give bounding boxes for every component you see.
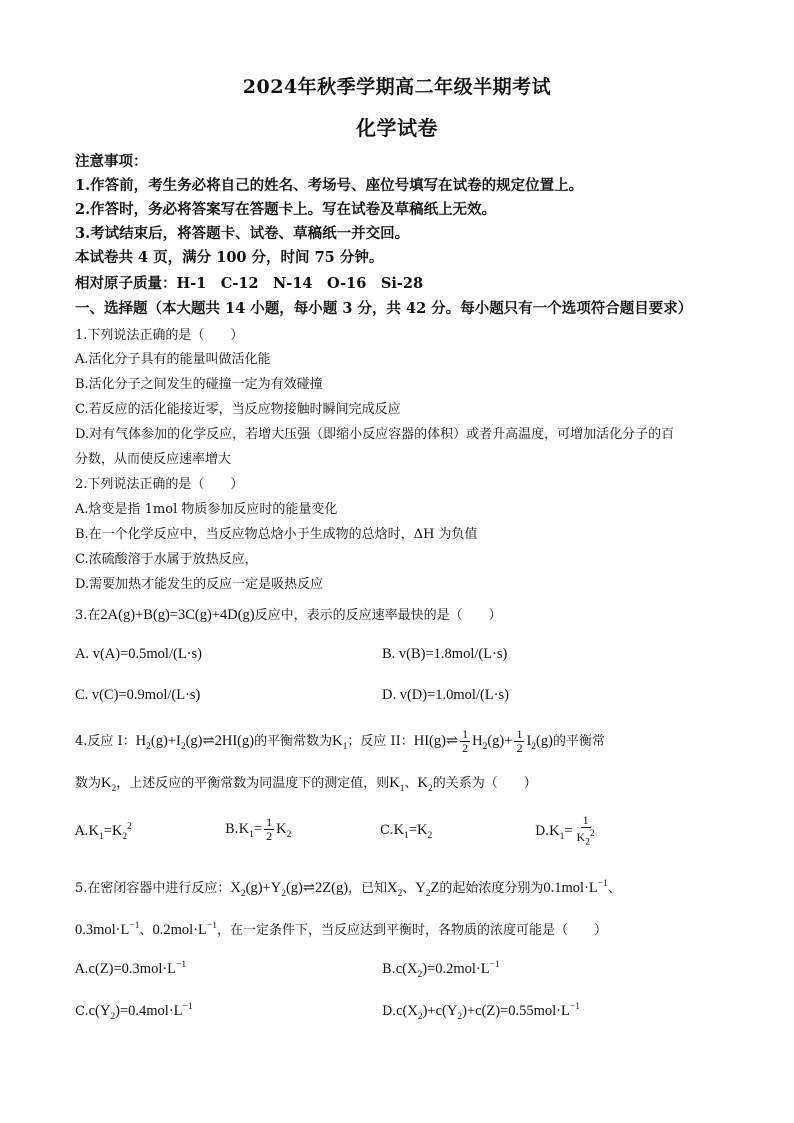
q2-option-a: A.焓变是指 1mol 物质参加反应时的能量变化 — [75, 502, 338, 517]
q1-option-d: D.对有气体参加的化学反应，若增大压强（即缩小反应容器的体积）或者升高温度，可增加活化分子的百 — [75, 427, 675, 442]
notice-item: 2.作答时，务必将答案写在答题卡上。写在试卷及草稿纸上无效。 — [75, 201, 497, 218]
q5-option-d: $D.c(X_2)+c(Y_2)+c(Z)=0.55mol\cdot L^{-1}$ — [382, 1002, 580, 1022]
q3-option-d: D. v(D)=1.0mol/(L·s) — [382, 687, 509, 703]
q2-option-c: C.浓硫酸溶于水属于放热反应， — [75, 552, 258, 567]
q3-tail: 反应中，表示的反应速率最快的是（ ） — [254, 608, 502, 623]
q5-option-c: $C.c(Y_2)=0.4mol\cdot L^{-1}$ — [75, 1002, 193, 1022]
q1-stem: 1.下列说法正确的是（ ） — [75, 328, 244, 343]
q1-option-b: B.活化分子之间发生的碰撞一定为有效碰撞 — [75, 377, 323, 392]
q4-option-d: $D.K_1=$ $\frac{1}{K_2^2}$ — [535, 813, 595, 848]
q3-option-a: A. v(A)=0.5mol/(L·s) — [75, 646, 202, 662]
reaction-3: $X_2(g)+Y_2(g)\rightleftharpoons 2Z(g)$ — [230, 880, 349, 899]
q3-equation: 2A(g)+B(g)=3C(g)+4D(g) — [100, 607, 255, 623]
q2-option-b: B.在一个化学反应中，当反应物总焓小于生成物的总焓时，ΔH 为负值 — [75, 527, 478, 542]
q1-option-d-cont: 分数，从而使反应速率增大 — [75, 452, 232, 467]
q4-stem: 4.反应 I：$H_2(g)+I_2(g)\rightleftharpoons 2HI(g)$的平衡常数为$K_1$；反应 II：HI(g)⇌ $\frac{1}{2}$ $H_2(g)+$ $\frac{1}{2}$ $I_2(g)$的平衡常 — [75, 727, 605, 755]
notice-heading: 注意事项： — [75, 153, 148, 170]
q5-stem-cont: $0.3mol\cdot L^{-1}$、$0.2mol\cdot L^{-1}$，在一定条件下，当反应达到平衡时，各物质的浓度可能是（ ） — [75, 921, 607, 938]
subject-title: 化学试卷 — [356, 116, 438, 140]
section-heading: 一、选择题（本大题共 14 小题，每小题 3 分，共 42 分。每小题只有一个选项符合题目要求） — [75, 300, 693, 317]
q4-option-a: $A.K_1=K_2^2$ — [75, 822, 132, 842]
q3-number: 3.在 — [75, 608, 101, 623]
q5-option-a: $A.c(Z)=0.3mol\cdot L^{-1}$ — [75, 960, 187, 977]
q2-option-d: D.需要加热才能发生的反应一定是吸热反应 — [75, 577, 324, 592]
q5-stem: 5.在密闭容器中进行反应：$X_2(g)+Y_2(g)\rightleftharpoons 2Z(g)$，已知$X_2$、$Y_2Z$的起始浓度分别为$0.1mol\cdot L^{-1}$、 — [75, 879, 621, 899]
notice-item: 1.作答前，考生务必将自己的姓名、考场号、座位号填写在试卷的规定位置上。 — [75, 177, 584, 194]
q4-option-c: $C.K_1=K_2$ — [380, 822, 433, 841]
q1-option-a: A.活化分子具有的能量叫做活化能 — [75, 352, 271, 367]
q1-option-c: C.若反应的活化能接近零，当反应物接触时瞬间完成反应 — [75, 402, 401, 417]
exam-info: 本试卷共 4 页，满分 100 分，时间 75 分钟。 — [75, 249, 384, 266]
exam-title: 2024年秋季学期高二年级半期考试 — [242, 76, 552, 98]
q3-option-c: C. v(C)=0.9mol/(L·s) — [75, 687, 201, 703]
reaction-2: HI(g)⇌ $\frac{1}{2}$ $H_2(g)+$ $\frac{1}{2}$ $I_2(g)$ — [413, 727, 553, 755]
atomic-mass: 相对原子质量：H-1 C-12 N-14 O-16 Si-28 — [75, 275, 424, 292]
notice-item: 3.考试结束后，将答题卡、试卷、草稿纸一并交回。 — [75, 225, 410, 242]
q3-option-b: B. v(B)=1.8mol/(L·s) — [382, 646, 508, 662]
q5-option-b: $B.c(X_2)=0.2mol\cdot L^{-1}$ — [382, 960, 500, 980]
q2-stem: 2.下列说法正确的是（ ） — [75, 477, 244, 492]
q4-stem-cont: 数为$K_2$，上述反应的平衡常数为同温度下的测定值，则$K_1$、$K_2$的关系为（ ） — [75, 775, 537, 794]
q4-option-b: $B.K_1=$ $\frac{1}{2}$ $K_2$ — [225, 815, 292, 843]
reaction-1: $H_2(g)+I_2(g)\rightleftharpoons 2HI(g)$ — [135, 732, 255, 752]
q3-stem — [75, 604, 502, 624]
